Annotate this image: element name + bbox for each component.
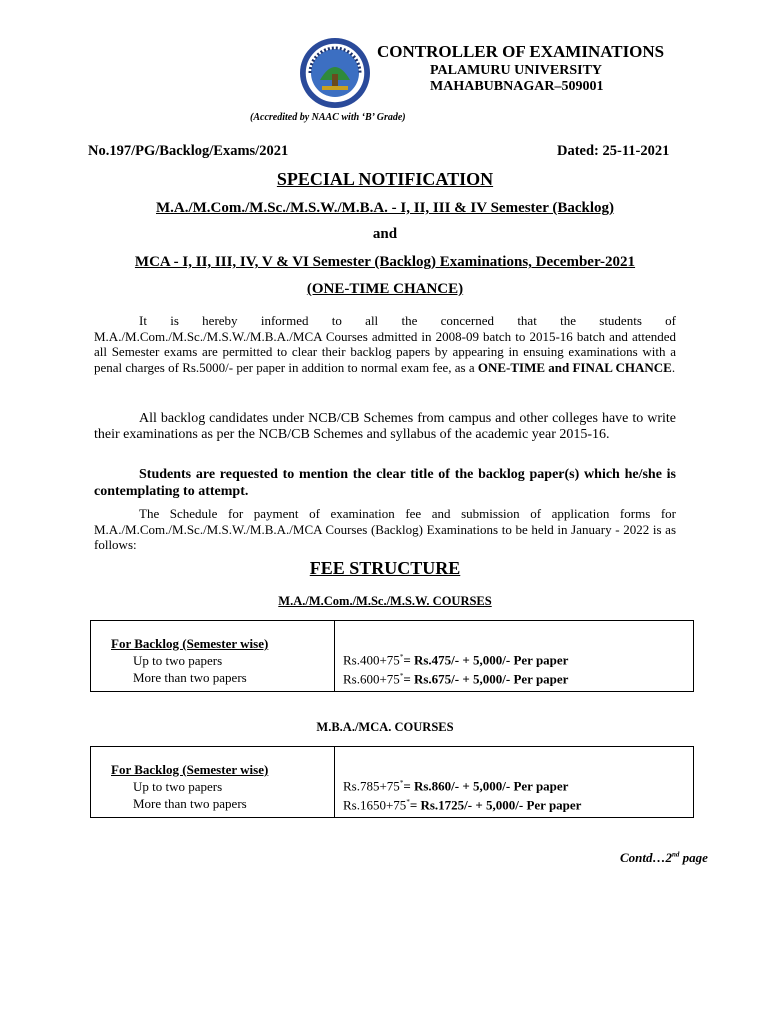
paragraph-eligibility-text: It is hereby informed to all the concerned that the students of M.A./M.Com./M.Sc./M.S.W./M.B.A./MCA Courses admitted in 2008-09 batch to 2015-16 batch and attended all Semester exams are permitted to clear their backlog papers by appearing in ensuing examinations with a penal charges of Rs.5000/- per paper in addition to normal exam fee, as a (94, 313, 676, 375)
fee-base: Rs.400+75 (343, 652, 400, 668)
fee-row-amount (343, 668, 568, 687)
fee-asterisk: * (406, 798, 410, 807)
notice-subject-line-1: M.A./M.Com./M.Sc./M.S.W./M.B.A. - I, II, III & IV Semester (Backlog) (155, 200, 615, 216)
fee-asterisk: * (399, 653, 404, 661)
reference-number: No.197/PG/Backlog/Exams/2021 (88, 143, 289, 159)
fee-base: Rs.1650+75 (343, 797, 407, 813)
fee-table (90, 746, 694, 818)
table-divider (334, 747, 335, 817)
continued-note (620, 850, 708, 866)
fee-row-label: More than two papers (133, 670, 247, 685)
fee-structure-title: FEE STRUCTURE (309, 558, 461, 578)
fee-section-heading: M.A./M.Com./M.Sc./M.S.W. COURSES (278, 594, 492, 608)
university-name: PALAMURU UNIVERSITY (430, 63, 603, 78)
paragraph-eligibility-end: . (671, 359, 676, 375)
fee-row-amount (343, 649, 568, 668)
header-title: CONTROLLER OF EXAMINATIONS (377, 42, 665, 61)
fee-total: = Rs.860/- + 5,000/- Per paper (403, 778, 569, 794)
accreditation-note: (Accredited by NAAC with ‘B’ Grade) (250, 112, 406, 123)
notice-subject-and: and (372, 226, 398, 242)
fee-table-amounts (343, 649, 568, 688)
fee-total: = Rs.475/- + 5,000/- Per paper (403, 652, 569, 668)
fee-table-amounts (343, 775, 581, 814)
fee-table-labels (111, 761, 268, 812)
fee-table (90, 620, 694, 692)
fee-section-heading: M.B.A./MCA. COURSES (316, 720, 454, 734)
paragraph-instruction: Students are requested to mention the clear title of the backlog paper(s) which he/she is contemplating to attempt. (94, 467, 676, 499)
paragraph-eligibility-emphasis: ONE-TIME and FINAL CHANCE (477, 359, 672, 375)
continued-text: Contd…2 (620, 850, 673, 865)
one-time-chance-heading: (ONE-TIME CHANCE) (306, 281, 464, 297)
continued-page: page (679, 850, 708, 865)
notice-date: Dated: 25-11-2021 (557, 143, 670, 159)
fee-row-header: For Backlog (Semester wise) (111, 636, 269, 651)
fee-row-amount (343, 775, 581, 794)
paragraph-eligibility (94, 313, 676, 375)
table-divider (334, 621, 335, 691)
paragraph-schemes: All backlog candidates under NCB/CB Schemes from campus and other colleges have to write their examinations as per the NCB/CB Schemes and syllabus of the academic year 2015-16. (94, 411, 676, 442)
fee-row-label: Up to two papers (133, 779, 223, 794)
fee-base: Rs.785+75 (343, 778, 400, 794)
notice-title: SPECIAL NOTIFICATION (276, 169, 494, 189)
fee-row-header: For Backlog (Semester wise) (111, 762, 269, 777)
fee-row-label: More than two papers (133, 796, 247, 811)
paragraph-schedule-intro: The Schedule for payment of examination fee and submission of application forms for M.A./M.Com./M.Sc./M.S.W./M.B.A./MCA Courses (Backlog) Examinations to be held in January - 2022 is as follows: (94, 506, 676, 552)
fee-total: = Rs.1725/- + 5,000/- Per paper (409, 797, 582, 813)
notice-subject-line-2: MCA - I, II, III, IV, V & VI Semester (Backlog) Examinations, December-2021 (134, 254, 636, 270)
fee-base: Rs.600+75 (343, 671, 400, 687)
fee-total: = Rs.675/- + 5,000/- Per paper (403, 671, 569, 687)
fee-asterisk: * (399, 672, 404, 681)
university-logo (298, 36, 372, 110)
fee-row-amount (343, 794, 581, 813)
university-address: MAHABUBNAGAR–509001 (430, 79, 604, 94)
fee-row-label: Up to two papers (133, 653, 223, 668)
fee-table-labels (111, 635, 268, 686)
fee-asterisk: * (399, 779, 404, 787)
continued-suffix: nd (672, 850, 680, 859)
